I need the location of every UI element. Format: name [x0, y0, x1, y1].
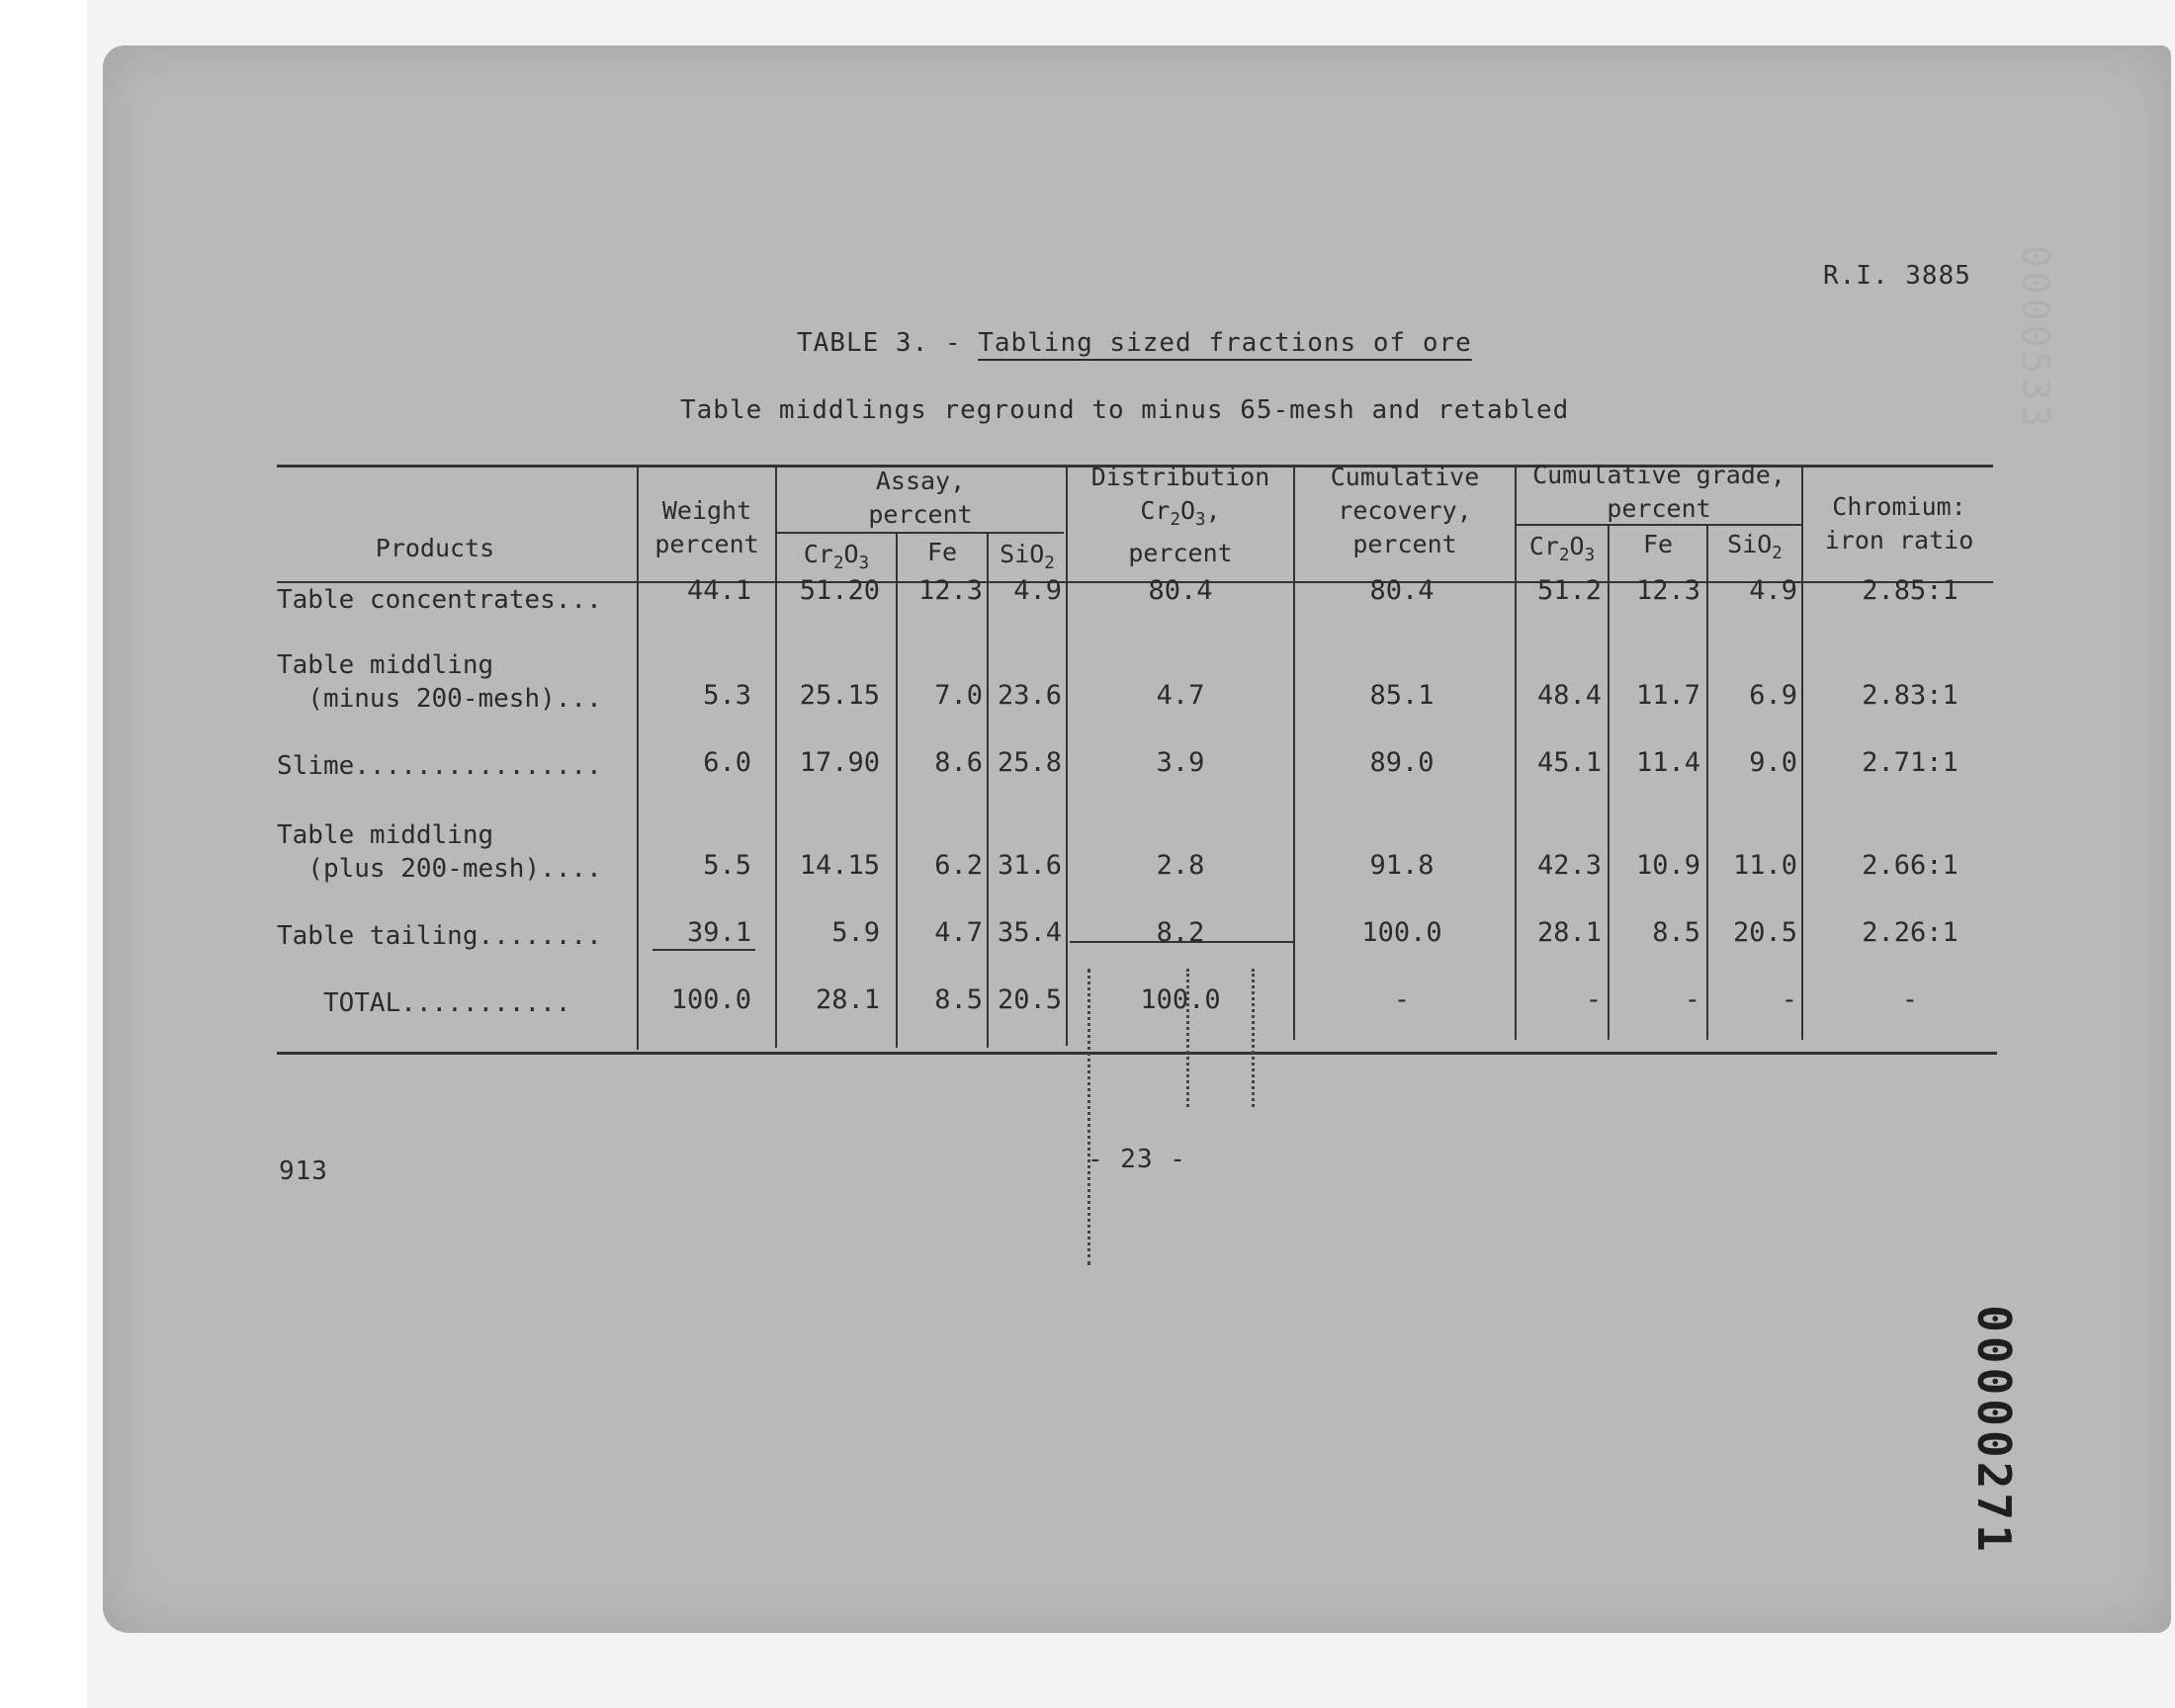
- cell-cg-sio2: 11.0: [1732, 850, 1797, 881]
- cell-cum-recovery: 85.1: [1369, 680, 1435, 711]
- cell-distribution: 3.9: [1156, 747, 1205, 778]
- cell-cg-fe: 11.4: [1635, 747, 1700, 778]
- page-stamp-number: 00000271: [1966, 1305, 2021, 1556]
- cell-fe: 8.5: [934, 984, 983, 1015]
- cell-weight: 6.0: [703, 747, 751, 778]
- header-products: Products: [375, 534, 495, 562]
- scan-margin: [0, 0, 87, 1708]
- row-product-label: Table tailing........: [277, 921, 602, 951]
- cell-sio2: 35.4: [997, 917, 1062, 948]
- faded-page-stamp: 0000533: [2014, 244, 2058, 432]
- header-cumgrade-cr2o3: $Cr_2O_3$: [1528, 532, 1596, 566]
- header-cumrec-line3: percent: [1352, 530, 1457, 558]
- cell-weight: 5.3: [703, 680, 751, 711]
- cell-cg-fe: 10.9: [1635, 850, 1700, 881]
- cell-cg-cr2o3: 48.4: [1536, 680, 1602, 711]
- document-number: 913: [279, 1156, 328, 1186]
- row-product-label: Table middling (minus 200-mesh)...: [277, 650, 602, 714]
- cell-cg-fe: 12.3: [1635, 575, 1700, 606]
- header-chromium-line1: Chromium:: [1832, 492, 1966, 521]
- header-distribution-line2: $Cr_2O_3$,: [1140, 496, 1221, 531]
- cell-cr2o3: 25.15: [799, 680, 880, 711]
- header-cumulative-grade: [1517, 459, 1801, 526]
- cell-distribution: 80.4: [1148, 575, 1213, 606]
- cell-fe: 6.2: [934, 850, 983, 881]
- cell-cum-recovery: 100.0: [1361, 917, 1442, 948]
- header-assay-sio2: SiO$_2$: [1000, 540, 1055, 574]
- cell-ratio: 2.71:1: [1862, 747, 1958, 778]
- cell-ratio: 2.66:1: [1862, 850, 1958, 881]
- table-title-prefix: TABLE 3. -: [797, 328, 979, 358]
- header-cumgrade-fe: Fe: [1642, 530, 1674, 558]
- cell-distribution: 100.0: [1140, 984, 1221, 1015]
- weight-subtotal-rule: [652, 949, 755, 951]
- cell-cg-cr2o3: 42.3: [1536, 850, 1602, 881]
- header-distribution-line3: percent: [1128, 539, 1233, 568]
- col-divider: [987, 534, 989, 1048]
- header-assay-cr2o3: $Cr_2O_3$: [803, 540, 870, 574]
- cell-ratio: 2.85:1: [1862, 575, 1958, 606]
- row-product-label: Slime................: [277, 751, 602, 781]
- cell-weight: 44.1: [686, 575, 751, 606]
- cell-cum-recovery: -: [1393, 984, 1411, 1015]
- cell-cr2o3: 5.9: [831, 917, 880, 948]
- cell-sio2: 20.5: [997, 984, 1062, 1015]
- cell-cg-fe: -: [1684, 984, 1700, 1015]
- row-product-label: Table concentrates...: [277, 585, 602, 615]
- col-divider: [896, 534, 898, 1048]
- header-assay-line2: percent: [868, 500, 973, 529]
- cell-cg-cr2o3: 45.1: [1536, 747, 1602, 778]
- table-bottom-rule: [277, 1052, 1997, 1055]
- cell-cg-sio2: 4.9: [1749, 575, 1797, 606]
- report-id: R.I. 3885: [1823, 261, 1971, 291]
- header-chromium-line2: iron ratio: [1824, 526, 1974, 555]
- header-cumgrade-line1: Cumulative grade,: [1532, 461, 1785, 489]
- cell-cg-sio2: 9.0: [1749, 747, 1797, 778]
- cell-sio2: 31.6: [997, 850, 1062, 881]
- row-product-label: Table middling (plus 200-mesh)....: [277, 820, 602, 884]
- header-assay: [777, 465, 1064, 532]
- cell-cr2o3: 28.1: [815, 984, 880, 1015]
- header-assay-fe: Fe: [926, 538, 958, 566]
- cell-cg-fe: 8.5: [1652, 917, 1700, 948]
- header-weight-line1: Weight: [661, 496, 752, 525]
- cell-sio2: 25.8: [997, 747, 1062, 778]
- cell-fe: 12.3: [917, 575, 983, 606]
- header-distribution-line1: Distribution: [1090, 463, 1270, 491]
- cell-cg-cr2o3: 28.1: [1536, 917, 1602, 948]
- cell-cr2o3: 17.90: [799, 747, 880, 778]
- cell-cum-recovery: 80.4: [1369, 575, 1435, 606]
- cell-cg-sio2: 6.9: [1749, 680, 1797, 711]
- header-weight: [639, 494, 775, 561]
- cell-cum-recovery: 89.0: [1369, 747, 1435, 778]
- cell-fe: 4.7: [934, 917, 983, 948]
- header-distribution: [1068, 461, 1293, 570]
- cell-cum-recovery: 91.8: [1369, 850, 1435, 881]
- cell-distribution: 4.7: [1156, 680, 1205, 711]
- header-cumrec-line2: recovery,: [1338, 496, 1472, 525]
- cell-cg-cr2o3: 51.2: [1536, 575, 1602, 606]
- cell-sio2: 23.6: [997, 680, 1062, 711]
- table-title: [797, 328, 1472, 358]
- cell-cr2o3: 14.15: [799, 850, 880, 881]
- table-title-text: Tabling sized fractions of ore: [978, 328, 1472, 358]
- header-cumgrade-sio2: SiO$_2$: [1727, 530, 1783, 564]
- row-product-label: TOTAL...........: [277, 988, 571, 1018]
- cell-cg-sio2: -: [1781, 984, 1797, 1015]
- cell-weight: 39.1: [686, 917, 751, 948]
- table-subtitle: Table middlings reground to minus 65-mesh and retabled: [680, 395, 1570, 425]
- cell-distribution: 8.2: [1156, 917, 1205, 948]
- cell-fe: 7.0: [934, 680, 983, 711]
- header-cumgrade-line2: percent: [1607, 494, 1711, 523]
- cell-ratio: -: [1901, 984, 1919, 1015]
- header-weight-line2: percent: [654, 530, 759, 558]
- cell-cg-cr2o3: -: [1585, 984, 1602, 1015]
- cell-cg-fe: 11.7: [1635, 680, 1700, 711]
- dotted-mark: [1088, 969, 1090, 1265]
- cell-fe: 8.6: [934, 747, 983, 778]
- cell-cr2o3: 51.20: [799, 575, 880, 606]
- assay-subheader-rule: [775, 532, 1064, 534]
- cell-distribution: 2.8: [1156, 850, 1205, 881]
- cell-cg-sio2: 20.5: [1732, 917, 1797, 948]
- page-number: - 23 -: [1088, 1145, 1186, 1174]
- header-chromium-iron-ratio: [1803, 490, 1995, 557]
- cell-ratio: 2.83:1: [1862, 680, 1958, 711]
- header-cumrec-line1: Cumulative: [1330, 463, 1480, 491]
- cell-weight: 5.5: [703, 850, 751, 881]
- header-cumulative-recovery: [1295, 461, 1515, 561]
- cell-sio2: 4.9: [1013, 575, 1062, 606]
- cell-ratio: 2.26:1: [1862, 917, 1958, 948]
- header-assay-line1: Assay,: [875, 467, 966, 495]
- cell-weight: 100.0: [670, 984, 751, 1015]
